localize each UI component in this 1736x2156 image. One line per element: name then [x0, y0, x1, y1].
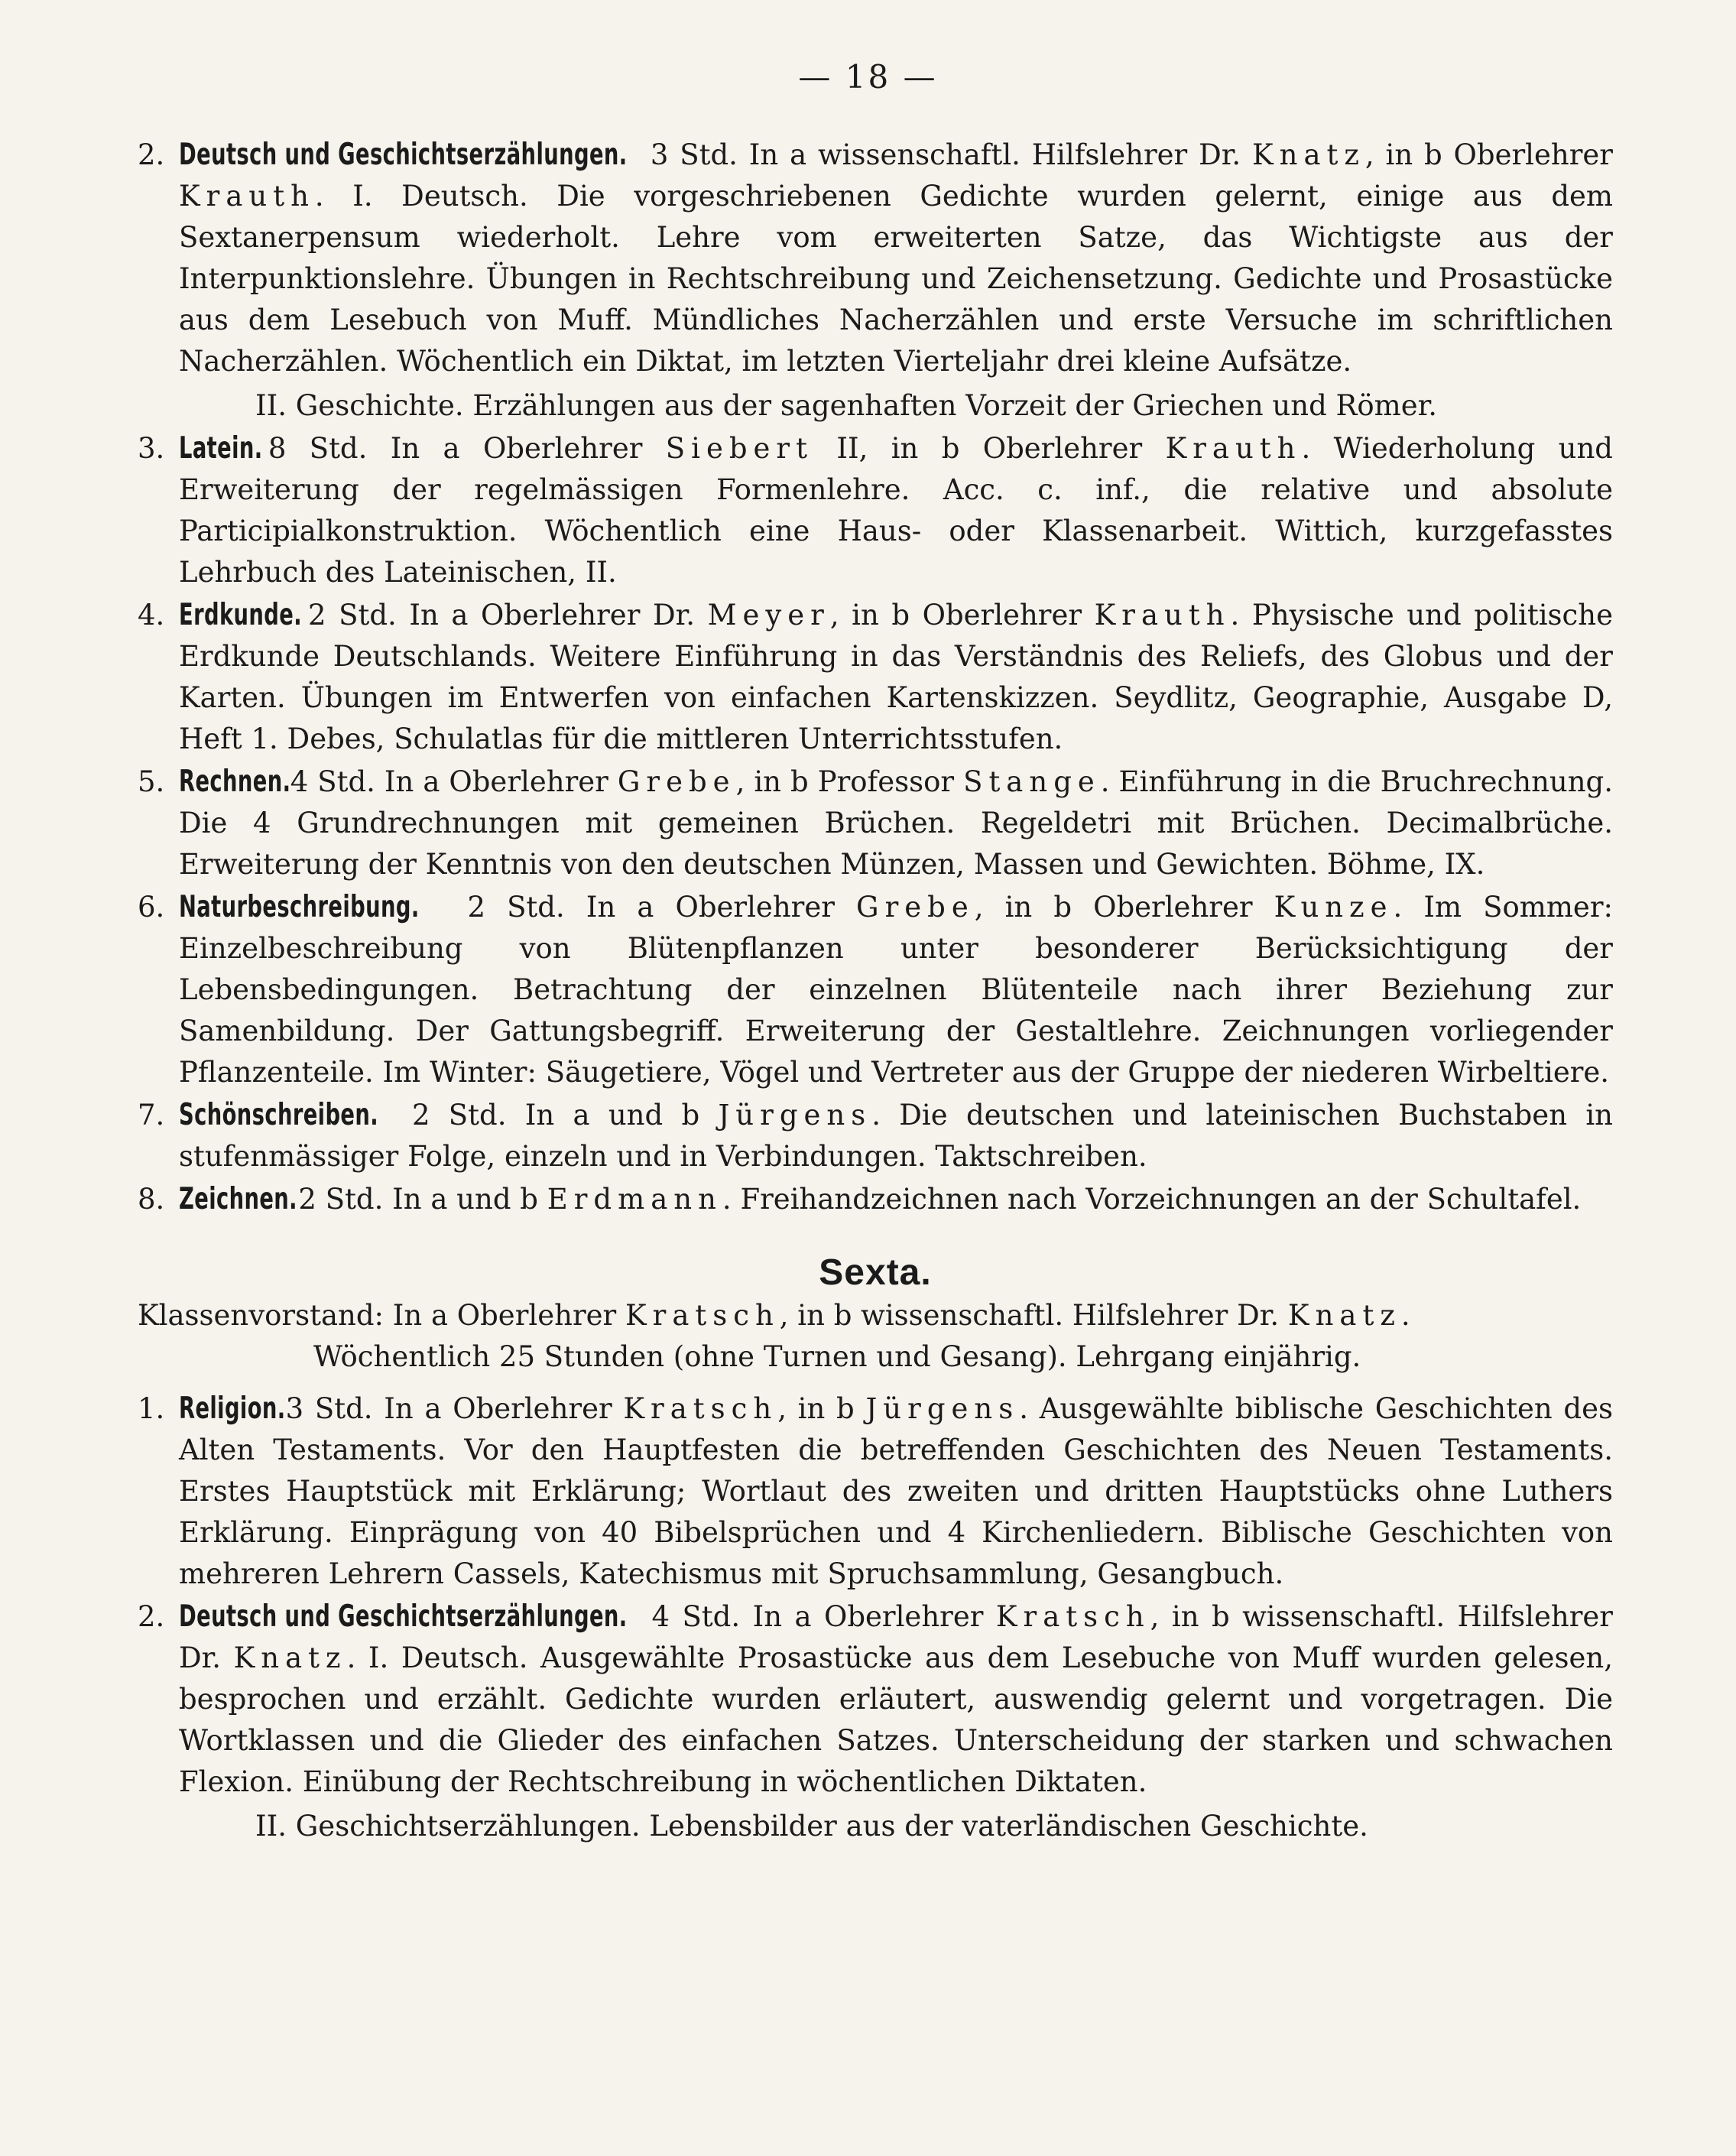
- item-number: 8.: [138, 1183, 165, 1216]
- item-text: , in b Oberlehrer: [829, 599, 1095, 632]
- teacher-name: Krauth: [179, 180, 315, 213]
- page-number: — 18 —: [798, 58, 938, 96]
- class-teacher-line: [138, 1295, 1613, 1336]
- item-text: II, in b Oberlehrer: [813, 432, 1166, 465]
- teacher-name: Grebe: [617, 765, 736, 798]
- item-text: . Wiederholung und Erweiterung der regelmässigen Formenlehre. Acc. c. inf., die relative und absolute Participialkonstruktion. Wöchentlich eine Haus- oder Klassenarbeit. Wittich, kurzgefasstes Lehrbuch des Lateinischen, II.: [179, 432, 1613, 589]
- item-text: , in b: [777, 1392, 866, 1425]
- item-number: 6.: [138, 891, 165, 924]
- page-body: [138, 135, 1613, 1847]
- quinta-item-rechnen: [138, 761, 1613, 885]
- teacher-name: Krauth: [1165, 432, 1302, 465]
- teacher-name: Knatz: [1251, 138, 1365, 171]
- item-text: , in b Oberlehrer: [1364, 138, 1613, 171]
- item-subsection: II. Geschichte. Erzählungen aus der sagenhaften Vorzeit der Griechen und Römer.: [255, 389, 1438, 422]
- teacher-name: Kratsch: [995, 1600, 1150, 1633]
- quinta-item-naturbeschreibung: [138, 887, 1613, 1093]
- class-line-text: , in b wissenschaftl. Hilfslehrer Dr.: [779, 1299, 1288, 1332]
- item-text: . Einführung in die Bruchrechnung. Die 4 Grundrechnungen mit gemeinen Brüchen. Regeldetri mit Brüchen. Decimalbrüche. Erweiterung der Kenntnis von den deutschen Münzen, Massen und Gewichten. Böhme, IX.: [179, 765, 1613, 881]
- item-text: . Im Sommer: Einzelbeschreibung von Blütenpflanzen unter besonderer Berücksichtigung der Lebensbedingungen. Betrachtung der einzelnen Blütenteile nach ihrer Beziehung zur Samenbildung. Der Gattungsbegriff. Erweiterung der Gestaltlehre. Zeichnungen vorliegender Pflanzenteile. Im Winter: Säugetiere, Vögel und Vertreter aus der Gruppe der niederen Wirbeltiere.: [179, 891, 1613, 1089]
- item-text: . Physische und politische Erdkunde Deutschlands. Weitere Einführung in das Verständnis des Reliefs, des Globus und der Karten. Übungen im Entwerfen von einfachen Kartenskizzen. Seydlitz, Geographie, Ausgabe D, Heft 1. Debes, Schulatlas für die mittleren Unterrichtsstufen.: [179, 599, 1613, 755]
- teacher-name: Meyer: [707, 599, 830, 632]
- item-heading: Zeichnen.: [179, 1182, 297, 1216]
- quinta-item-deutsch: [138, 135, 1613, 427]
- teacher-name: Grebe: [856, 891, 975, 924]
- item-number: 2.: [138, 1600, 165, 1633]
- item-number: 7.: [138, 1099, 165, 1132]
- sexta-item-religion: [138, 1388, 1613, 1595]
- section-title: Sexta.: [819, 1252, 932, 1293]
- item-text: 3 Std. In a Oberlehrer: [274, 1392, 624, 1425]
- class-line-text: Klassenvorstand: In a Oberlehrer: [138, 1299, 625, 1332]
- item-text: 2 Std. In a und b: [289, 1183, 547, 1216]
- item-text: 8 Std. In a Oberlehrer: [245, 432, 666, 465]
- item-number: 1.: [138, 1392, 165, 1425]
- item-heading: Erdkunde.: [179, 598, 303, 632]
- teacher-name: Kratsch: [623, 1392, 778, 1425]
- teacher-name: Knatz: [233, 1641, 347, 1674]
- class-line-text: .: [1400, 1299, 1410, 1332]
- item-text: 2 Std. In a Oberlehrer: [446, 891, 857, 924]
- sexta-item-deutsch: [138, 1596, 1613, 1847]
- item-heading: Deutsch und Geschichtserzählungen.: [179, 138, 628, 172]
- item-text: , in b Professor: [735, 765, 964, 798]
- teacher-name: Kratsch: [625, 1299, 780, 1332]
- item-text: 2 Std. In a Oberlehrer Dr.: [295, 599, 708, 632]
- teacher-name: Erdmann: [547, 1183, 722, 1216]
- weekly-hours-line: Wöchentlich 25 Stunden (ohne Turnen und Gesang). Lehrgang einjährig.: [313, 1340, 1361, 1373]
- quinta-item-zeichnen: [138, 1179, 1613, 1220]
- item-text: 4 Std. In a Oberlehrer: [639, 1600, 996, 1633]
- item-heading: Naturbeschreibung.: [179, 890, 420, 924]
- item-text: . I. Deutsch. Die vorgeschriebenen Gedichte wurden gelernt, einige aus dem Sextanerpensum wiederholt. Lehre vom erweiterten Satze, das Wichtigste aus der Interpunktionslehre. Übungen in Rechtschreibung und Zeichensetzung. Gedichte und Prosastücke aus dem Lesebuch von Muff. Mündliches Nacherzählen und erste Versuche im schriftlichen Nacherzählen. Wöchentlich ein Diktat, im letzten Vierteljahr drei kleine Aufsätze.: [179, 180, 1613, 378]
- item-heading: Latein.: [179, 431, 263, 466]
- item-number: 5.: [138, 765, 165, 798]
- teacher-name: Siebert: [665, 432, 813, 465]
- item-text: 4 Std. In a Oberlehrer: [281, 765, 618, 798]
- item-heading: Deutsch und Geschichtserzählungen.: [179, 1599, 628, 1634]
- item-number: 4.: [138, 599, 165, 632]
- quinta-item-schoenschreiben: [138, 1095, 1613, 1177]
- item-text: . Die deutschen und lateinischen Buchstaben in stufenmässiger Folge, einzeln und in Verbindungen. Taktschreiben.: [179, 1099, 1613, 1173]
- item-heading: Rechnen.: [179, 765, 291, 799]
- item-text: . Freihandzeichnen nach Vorzeichnungen an der Schultafel.: [722, 1183, 1582, 1216]
- item-number: 3.: [138, 432, 165, 465]
- item-subsection: II. Geschichtserzählungen. Lebensbilder aus der vaterländischen Geschichte.: [255, 1810, 1368, 1843]
- item-number: 2.: [138, 138, 165, 171]
- item-text: . Ausgewählte biblische Geschichten des Alten Testaments. Vor den Hauptfesten die betreffenden Geschichten des Neuen Testaments. Erstes Hauptstück mit Erklärung; Wortlaut des zweiten und dritten Hauptstücks ohne Luthers Erklärung. Einprägung von 40 Bibelsprüchen und 4 Kirchenliedern. Biblische Geschichten von mehreren Lehrern Cassels, Katechismus mit Spruchsammlung, Gesangbuch.: [179, 1392, 1613, 1590]
- quinta-item-latein: [138, 428, 1613, 593]
- item-text: 3 Std. In a wissenschaftl. Hilfslehrer Dr.: [639, 138, 1252, 171]
- teacher-name: Jürgens: [865, 1392, 1020, 1425]
- quinta-item-erdkunde: [138, 595, 1613, 760]
- item-heading: Religion.: [179, 1391, 286, 1426]
- item-text: 2 Std. In a und b: [393, 1099, 719, 1132]
- item-text: . I. Deutsch. Ausgewählte Prosastücke aus dem Lesebuche von Muff wurden gelesen, besprochen und erzählt. Gedichte wurden erläutert, auswendig gelernt und vorgetragen. Die Wortklassen und die Glieder des einfachen Satzes. Unterscheidung der starken und schwachen Flexion. Einübung der Rechtschreibung in wöchentlichen Diktaten.: [179, 1641, 1614, 1798]
- teacher-name: Jürgens: [718, 1099, 872, 1132]
- teacher-name: Kunze: [1274, 891, 1394, 924]
- teacher-name: Krauth: [1094, 599, 1231, 632]
- item-text: , in b Oberlehrer: [974, 891, 1274, 924]
- teacher-name: Stange: [963, 765, 1101, 798]
- item-text: , in b wissenschaftl. Hilfslehrer Dr.: [179, 1600, 1613, 1674]
- teacher-name: Knatz: [1287, 1299, 1401, 1332]
- item-heading: Schönschreiben.: [179, 1098, 379, 1132]
